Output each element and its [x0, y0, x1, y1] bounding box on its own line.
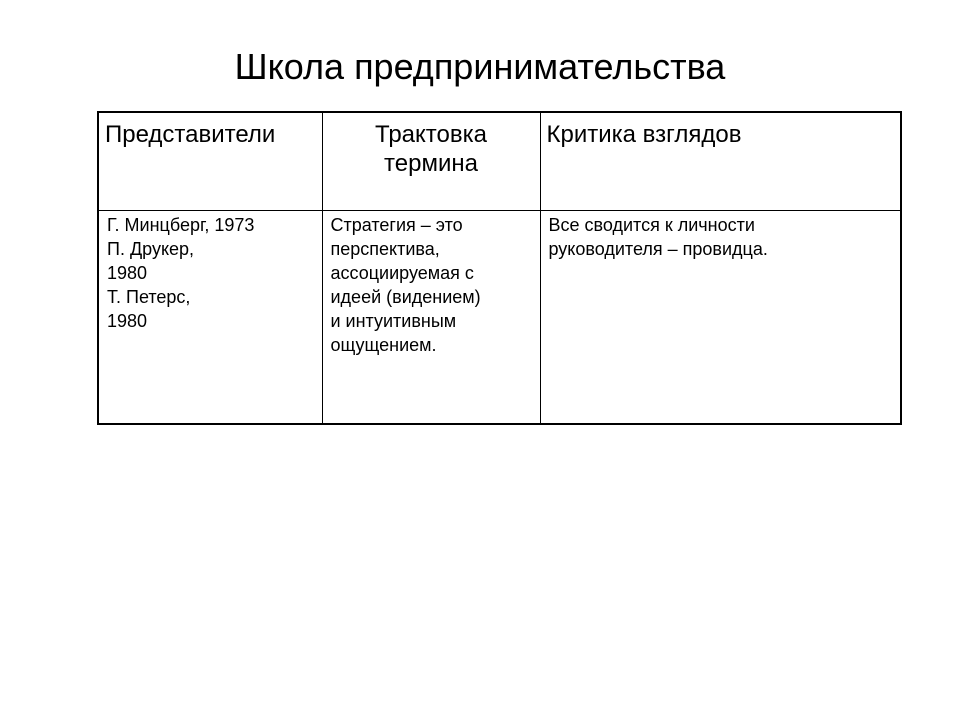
school-table — [97, 111, 902, 425]
header-critique-label: Критика взглядов — [546, 121, 742, 148]
cell-critique — [540, 210, 901, 424]
header-representatives — [98, 112, 322, 210]
cell-interpretation-text: Стратегия – это перспектива, ассоциируемая с идеей (видением) и интуитивным ощущением. — [330, 214, 481, 355]
cell-critique-text: Все сводится к личности руководителя – провидца. — [548, 214, 768, 259]
header-critique — [540, 112, 901, 210]
header-representatives-label: Представители — [105, 121, 276, 148]
cell-representatives-text: Г. Минцберг, 1973 П. Друкер, 1980 Т. Петерс, 1980 — [107, 214, 255, 331]
table-header-row — [98, 112, 901, 210]
slide-title: Школа предпринимательства — [234, 46, 726, 87]
cell-representatives — [98, 210, 322, 424]
header-interpretation — [322, 112, 540, 210]
table-row — [98, 210, 901, 424]
header-interpretation-label: Трактовка термина — [375, 121, 487, 177]
cell-interpretation — [322, 210, 540, 424]
